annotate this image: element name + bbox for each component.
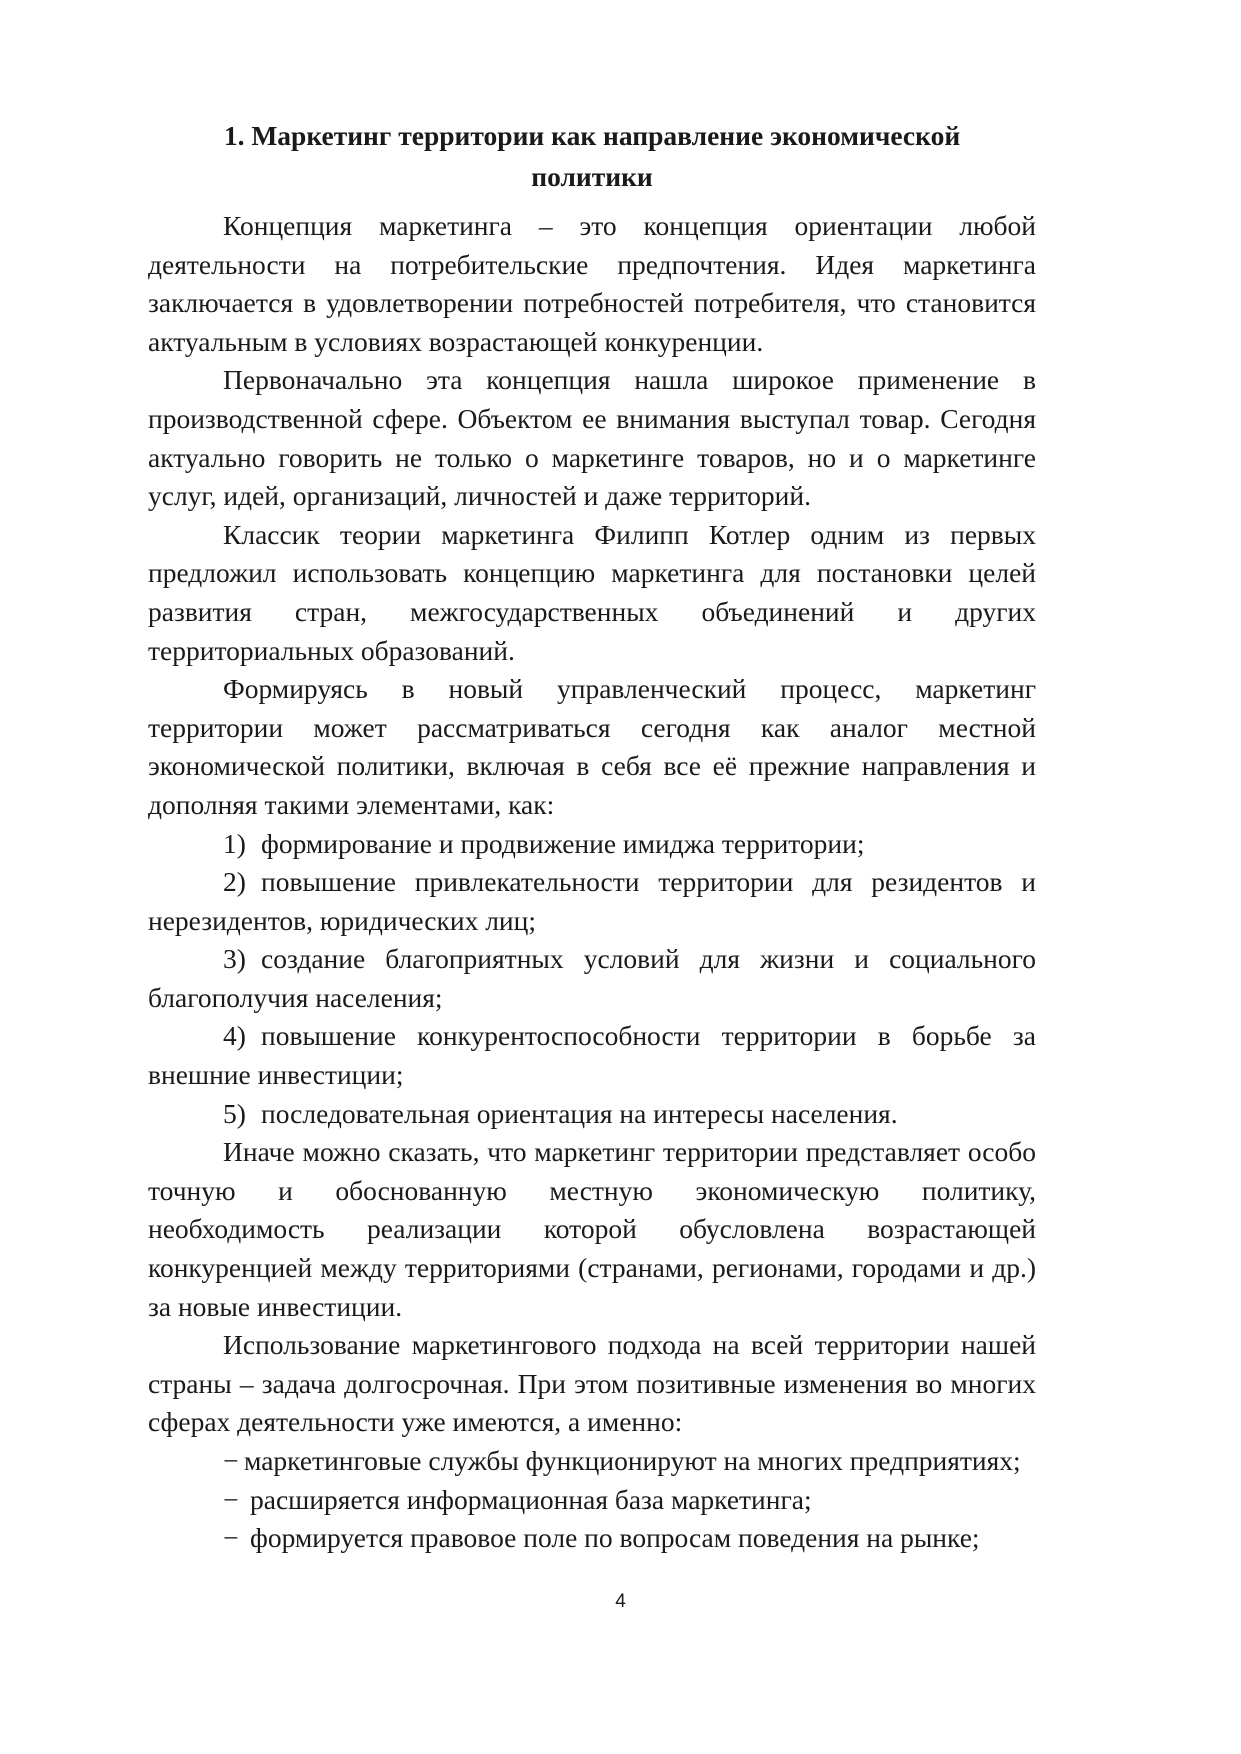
dash-marker: − [223, 1522, 239, 1554]
dash-list-item [148, 1481, 1036, 1520]
dash-marker: − [223, 1445, 239, 1476]
section-heading [148, 115, 1036, 197]
list-item-text: последовательная ориентация на интересы населения. [261, 1097, 898, 1129]
paragraph: Первоначально эта концепция нашла широкое применение в производственной сфере. Объектом ее внимания выступал товар. Сегодня актуально говорить не только о маркетинге товаров, но и о маркетинге услуг, идей, организаций, личностей и даже территорий. [148, 364, 1036, 512]
numbered-list-item [148, 1095, 1036, 1134]
list-number: 5) [223, 1097, 246, 1129]
paragraph: Использование маркетингового подхода на всей территории нашей страны – задача долгосрочная. При этом позитивные изменения во многих сферах деятельности уже имеются, а именно: [148, 1329, 1036, 1438]
numbered-list-item [148, 825, 1036, 864]
list-number: 4) [223, 1020, 246, 1052]
dash-list-item [148, 1519, 1036, 1558]
list-item-text: повышение конкурентоспособности территории в борьбе за внешние инвестиции; [148, 1020, 1036, 1091]
numbered-list-item [148, 1017, 1036, 1094]
paragraph: Формируясь в новый управленческий процесс, маркетинг территории может рассматриваться сегодня как аналог местной экономической политики, включая в себя все её прежние направления и дополняя такими элементами, как: [148, 673, 1036, 820]
list-number: 2) [223, 866, 246, 898]
list-item-text: повышение привлекательности территории для резидентов и нерезидентов, юридических лиц; [148, 866, 1036, 936]
heading-line: 1. Маркетинг территории как направление экономической [223, 120, 961, 151]
body-text [148, 207, 1036, 1558]
list-number: 3) [223, 943, 246, 975]
dash-list-item [148, 1442, 1036, 1481]
paragraph: Иначе можно сказать, что маркетинг территории представляет особо точную и обоснованную местную экономическую политику, необходимость реализации которой обусловлена возрастающей конкуренцией между территориями (странами, регионами, городами и др.) за новые инвестиции. [148, 1136, 1036, 1322]
list-item-text: маркетинговые службы функционируют на многих предприятиях; [244, 1445, 1021, 1476]
numbered-list-item [148, 940, 1036, 1017]
list-item-text: расширяется информационная база маркетинга; [250, 1483, 812, 1515]
numbered-list-item [148, 863, 1036, 940]
list-item-text: формируется правовое поле по вопросам поведения на рынке; [250, 1522, 980, 1554]
list-item-text: создание благоприятных условий для жизни и социального благополучия населения; [148, 943, 1036, 1013]
dash-marker: − [223, 1483, 239, 1515]
list-item-text: формирование и продвижение имиджа территории; [261, 827, 865, 859]
paragraph: Классик теории маркетинга Филипп Котлер одним из первых предложил использовать концепцию маркетинга для постановки целей развития стран, межгосударственных объединений и других территориальных образований. [148, 518, 1036, 666]
paragraph: Концепция маркетинга – это концепция ориентации любой деятельности на потребительские предпочтения. Идея маркетинга заключается в удовлетворении потребностей потребителя, что становится актуальным в условиях возрастающей конкуренции. [148, 210, 1036, 357]
page-number: 4 [615, 1591, 626, 1612]
heading-line: политики [531, 161, 653, 192]
list-number: 1) [223, 827, 246, 859]
